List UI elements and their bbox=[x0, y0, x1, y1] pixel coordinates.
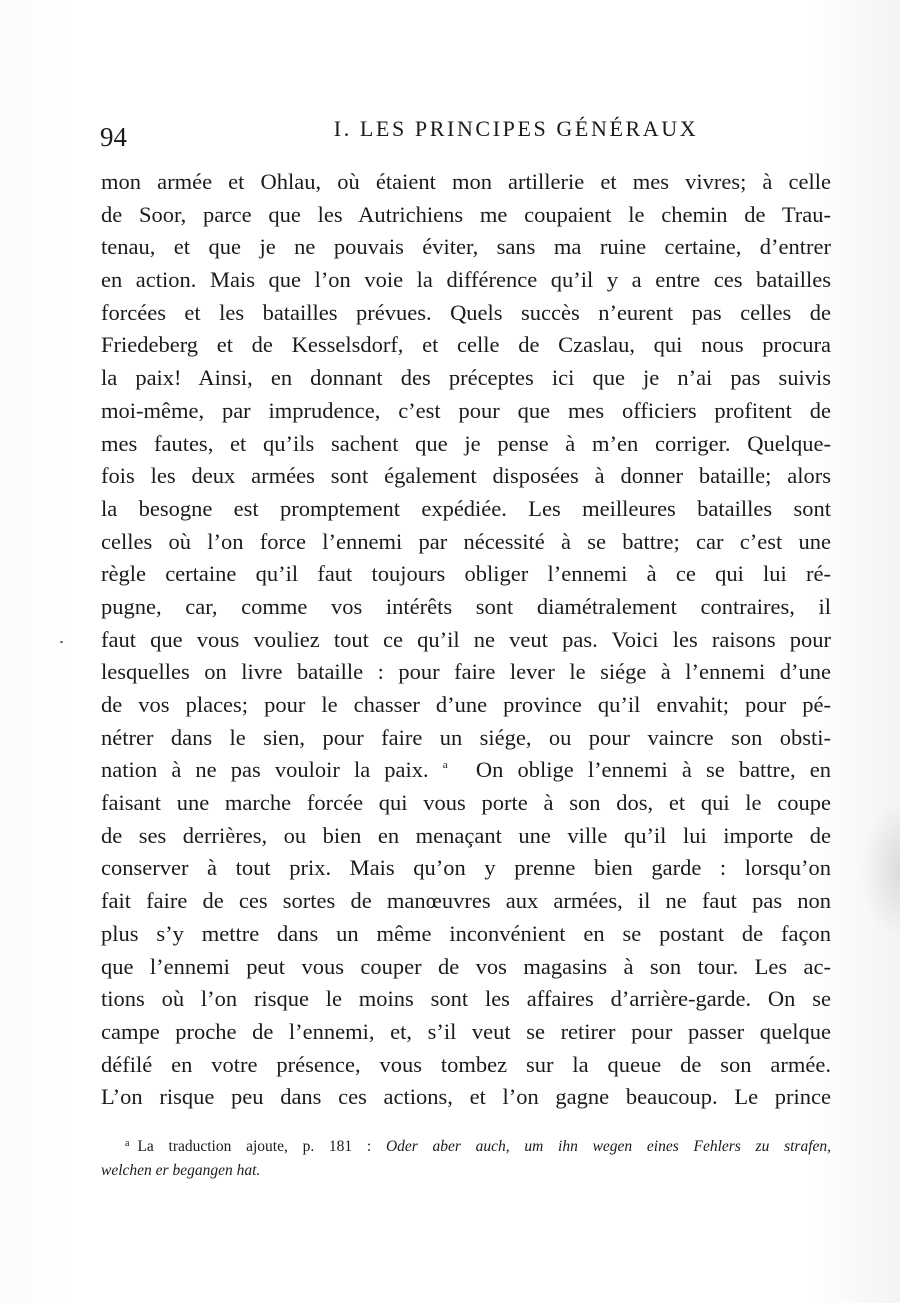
text-line: faisant une marche forcée qui vous porte à son dos, et qui le coupe bbox=[101, 790, 831, 816]
scan-speck bbox=[60, 641, 63, 643]
footnote-quote: Oder aber auch, um ihn wegen eines Fehlers zu strafen, bbox=[385, 1138, 831, 1155]
text-line: Friedeberg et de Kesselsdorf, et celle de Czaslau, qui nous procura bbox=[101, 332, 831, 358]
text-line: que l’ennemi peut vous couper de vos magasins à son tour. Les ac- bbox=[101, 953, 831, 979]
text-line: tenau, et que je ne pouvais éviter, sans ma ruine certaine, d’entrer bbox=[101, 234, 831, 260]
scan-shadow bbox=[860, 800, 900, 940]
footnote bbox=[101, 1132, 831, 1183]
footnote-marker: a bbox=[125, 1138, 130, 1149]
text-line: la besogne est promptement expédiée. Les meilleures batailles sont bbox=[101, 495, 831, 521]
footnote-line bbox=[101, 1132, 831, 1159]
text-line: la paix! Ainsi, en donnant des préceptes ici que je n’ai pas suivis bbox=[101, 365, 831, 391]
text-line: plus s’y mettre dans un même inconvénient en se postant de façon bbox=[101, 920, 831, 946]
text-line: en action. Mais que l’on voie la différence qu’il y a entre ces batailles bbox=[101, 267, 831, 293]
footnote-reference: a bbox=[442, 759, 448, 772]
page-number: 94 bbox=[100, 122, 127, 152]
text-line: règle certaine qu’il faut toujours obliger l’ennemi à ce qui lui ré- bbox=[101, 561, 831, 587]
text-line: mon armée et Ohlau, où étaient mon artillerie et mes vivres; à celle bbox=[101, 169, 831, 194]
text-line-with-footnote-ref bbox=[101, 754, 831, 787]
footnote-quote: welchen er begangen hat. bbox=[101, 1162, 261, 1179]
text-line: de vos places; pour le chasser d’une province qu’il envahit; pour pé- bbox=[101, 692, 831, 717]
footnote-line bbox=[101, 1159, 831, 1183]
body-text bbox=[101, 166, 831, 1114]
text-line: pugne, car, comme vos intérêts sont diamétralement contraires, il bbox=[101, 593, 831, 619]
text-line: fait faire de ces sortes de manœuvres aux armées, il ne faut pas non bbox=[101, 888, 831, 914]
footnote-lead: La traduction ajoute, p. 181 : bbox=[137, 1138, 372, 1155]
text-line: défilé en votre présence, vous tombez sur la queue de son armée. bbox=[101, 1051, 831, 1077]
text-line: nétrer dans le sien, pour faire un siége, ou pour vaincre son obsti- bbox=[101, 724, 831, 750]
text-line: L’on risque peu dans ces actions, et l’on gagne beaucoup. Le prince bbox=[101, 1084, 831, 1110]
text-line: mes fautes, et qu’ils sachent que je pense à m’en corriger. Quelque- bbox=[101, 430, 831, 456]
running-head bbox=[100, 114, 830, 154]
text-line: fois les deux armées sont également disposées à donner bataille; alors bbox=[101, 463, 831, 489]
text-line: celles où l’on force l’ennemi par nécessité à se battre; car c’est une bbox=[101, 528, 831, 554]
text-line: forcées et les batailles prévues. Quels succès n’eurent pas celles de bbox=[101, 299, 831, 325]
text-line: campe proche de l’ennemi, et, s’il veut se retirer pour passer quelque bbox=[101, 1018, 831, 1044]
text-line: de Soor, parce que les Autrichiens me coupaient le chemin de Trau- bbox=[101, 201, 831, 227]
text-line: de ses derrières, ou bien en menaçant une ville qu’il lui importe de bbox=[101, 822, 831, 848]
running-title: I. LES PRINCIPES GÉNÉRAUX bbox=[333, 116, 699, 141]
text-line: faut que vous vouliez tout ce qu’il ne veut pas. Voici les raisons pour bbox=[101, 626, 831, 652]
text-segment: nation à ne pas vouloir la paix. bbox=[101, 757, 429, 783]
text-line: tions où l’on risque le moins sont les affaires d’arrière-garde. On se bbox=[101, 986, 831, 1012]
text-line: lesquelles on livre bataille : pour faire lever le siége à l’ennemi d’une bbox=[101, 659, 831, 685]
text-line: moi-même, par imprudence, c’est pour que mes officiers profitent de bbox=[101, 397, 831, 423]
text-line: conserver à tout prix. Mais qu’on y prenne bien garde : lorsqu’on bbox=[101, 855, 831, 881]
text-segment: On oblige l’ennemi à se battre, en bbox=[475, 757, 831, 783]
